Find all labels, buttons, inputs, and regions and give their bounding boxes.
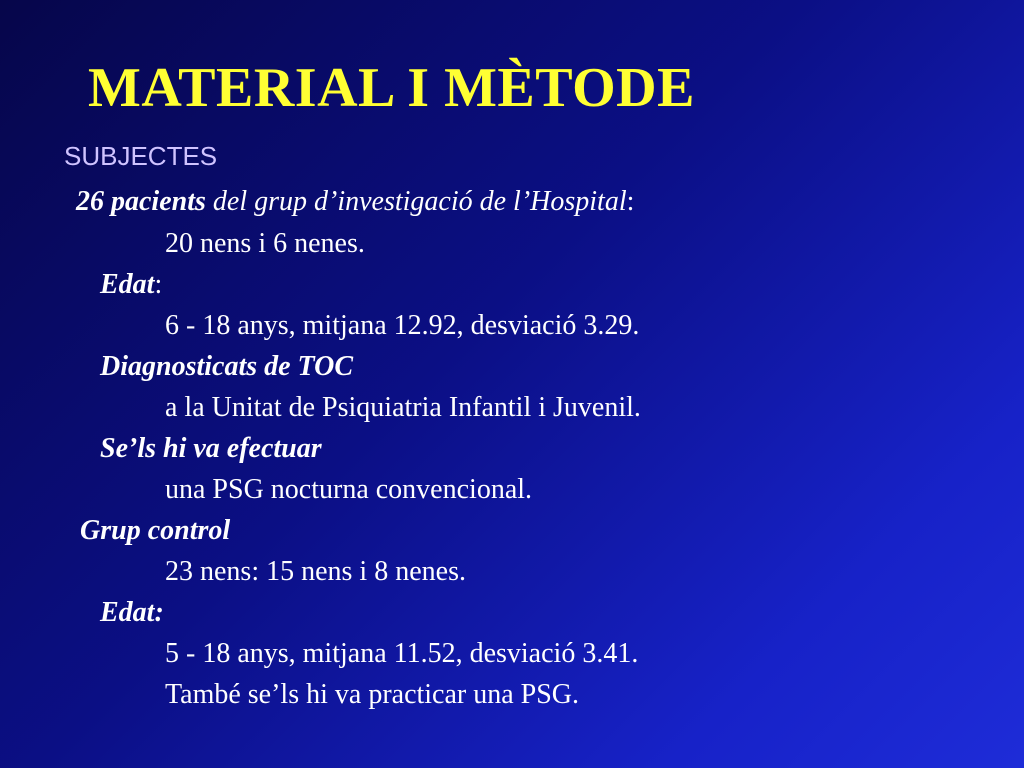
diagnosis-label: Diagnosticats de TOC [100,351,354,382]
patients-count: 26 pacients [76,186,206,217]
patients-colon: : [626,186,635,217]
patients-age-label [100,271,162,299]
slide-title: MATERIAL I MÈTODE [88,57,695,119]
section-heading: SUBJECTES [64,141,218,171]
control-psg-detail: També se’ls hi va practicar una PSG. [165,679,580,710]
patients-age-colon: : [154,269,163,300]
psg-detail: una PSG nocturna convencional. [165,474,533,505]
patients-age-detail: 6 - 18 anys, mitjana 12.92, desviació 3.29. [165,310,640,341]
control-heading: Grup control [80,515,231,546]
patients-source: del grup d’investigació de l’Hospital [205,186,627,217]
patients-detail: 20 nens i 6 nenes. [165,228,365,259]
psg-label: Se’ls hi va efectuar [100,433,322,464]
control-detail: 23 nens: 15 nens i 8 nenes. [165,556,466,587]
patients-heading [76,188,634,216]
control-age-label: Edat: [100,597,164,628]
diagnosis-detail: a la Unitat de Psiquiatria Infantil i Juvenil. [165,392,641,423]
control-age-detail: 5 - 18 anys, mitjana 11.52, desviació 3.41. [165,638,639,669]
patients-age-label-text: Edat [100,269,155,300]
